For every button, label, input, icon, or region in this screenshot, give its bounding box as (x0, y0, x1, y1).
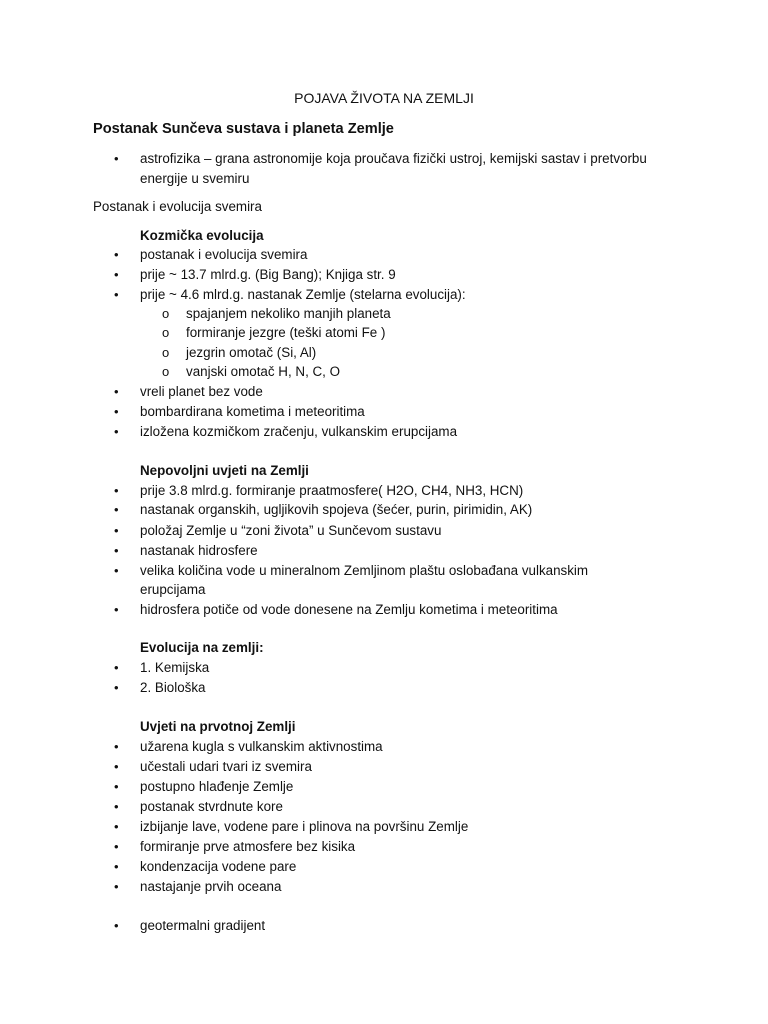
list-item: postupno hlađenje Zemlje (140, 779, 294, 794)
list-item: prije ~ 4.6 mlrd.g. nastanak Zemlje (stelarna evolucija): (140, 287, 466, 302)
bullet-marker: • (114, 759, 119, 774)
list-item: vreli planet bez vode (140, 384, 263, 399)
list-item-continuation: erupcijama (140, 582, 206, 597)
list-item: izložena kozmičkom zračenju, vulkanskim erupcijama (140, 424, 458, 439)
list-item: nastanak organskih, ugljikovih spojeva (šećer, purin, pirimidin, AK) (140, 502, 533, 517)
bullet-marker: • (114, 384, 119, 399)
sub-list-item: formiranje jezgre (teški atomi Fe ) (186, 325, 386, 340)
list-item: postanak i evolucija svemira (140, 247, 308, 262)
subheading: Evolucija na zemlji: (140, 640, 264, 655)
list-item: velika količina vode u mineralnom Zemljinom plaštu oslobađana vulkanskim (140, 563, 589, 578)
list-item: bombardirana kometima i meteoritima (140, 404, 365, 419)
list-item: geotermalni gradijent (140, 918, 266, 933)
bullet-marker: • (114, 151, 119, 166)
bullet-marker: • (114, 680, 119, 695)
bullet-marker: • (114, 523, 119, 538)
sub-list-item: vanjski omotač H, N, C, O (186, 364, 341, 379)
subheading: Nepovoljni uvjeti na Zemlji (140, 463, 309, 478)
list-item: užarena kugla s vulkanskim aktivnostima (140, 739, 383, 754)
list-item: 1. Kemijska (140, 660, 210, 675)
section-heading: Postanak Sunčeva sustava i planeta Zemlje (93, 121, 394, 137)
subheading: Uvjeti na prvotnoj Zemlji (140, 719, 296, 734)
sub-list-item: jezgrin omotač (Si, Al) (186, 345, 317, 360)
sub-list-item: spajanjem nekoliko manjih planeta (186, 306, 391, 321)
bullet-marker: • (114, 779, 119, 794)
bullet-marker: • (114, 918, 119, 933)
list-item: prije 3.8 mlrd.g. formiranje praatmosfere( H2O, CH4, NH3, HCN) (140, 483, 524, 498)
sub-bullet-marker: o (162, 325, 170, 340)
bullet-marker: • (114, 799, 119, 814)
bullet-marker: • (114, 483, 119, 498)
bullet-marker: • (114, 502, 119, 517)
list-item: formiranje prve atmosfere bez kisika (140, 839, 356, 854)
bullet-marker: • (114, 660, 119, 675)
list-item: 2. Biološka (140, 680, 206, 695)
bullet-marker: • (114, 739, 119, 754)
bullet-marker: • (114, 859, 119, 874)
bullet-marker: • (114, 247, 119, 262)
bullet-marker: • (114, 543, 119, 558)
sub-bullet-marker: o (162, 306, 170, 321)
list-item: nastanak hidrosfere (140, 543, 258, 558)
bullet-marker: • (114, 879, 119, 894)
bullet-marker: • (114, 404, 119, 419)
list-item: hidrosfera potiče od vode donesene na Zemlju kometima i meteoritima (140, 602, 558, 617)
list-item: izbijanje lave, vodene pare i plinova na površinu Zemlje (140, 819, 469, 834)
list-item: postanak stvrdnute kore (140, 799, 283, 814)
list-item: astrofizika – grana astronomije koja proučava fizički ustroj, kemijski sastav i pretvorbu (140, 151, 647, 166)
list-item: položaj Zemlje u “zoni života” u Sunčevom sustavu (140, 523, 442, 538)
bullet-marker: • (114, 267, 119, 282)
sub-bullet-marker: o (162, 364, 170, 379)
document-title: POJAVA ŽIVOTA NA ZEMLJI (294, 90, 474, 106)
bullet-marker: • (114, 563, 119, 578)
list-item: učestali udari tvari iz svemira (140, 759, 312, 774)
bullet-marker: • (114, 287, 119, 302)
list-item: prije ~ 13.7 mlrd.g. (Big Bang); Knjiga str. 9 (140, 267, 396, 282)
bullet-marker: • (114, 839, 119, 854)
list-item: nastajanje prvih oceana (140, 879, 282, 894)
list-item-continuation: energije u svemiru (140, 171, 250, 186)
list-item: kondenzacija vodene pare (140, 859, 297, 874)
bullet-marker: • (114, 602, 119, 617)
bullet-marker: • (114, 424, 119, 439)
sub-bullet-marker: o (162, 345, 170, 360)
bullet-marker: • (114, 819, 119, 834)
subheading: Kozmička evolucija (140, 228, 264, 243)
paragraph: Postanak i evolucija svemira (93, 199, 262, 214)
